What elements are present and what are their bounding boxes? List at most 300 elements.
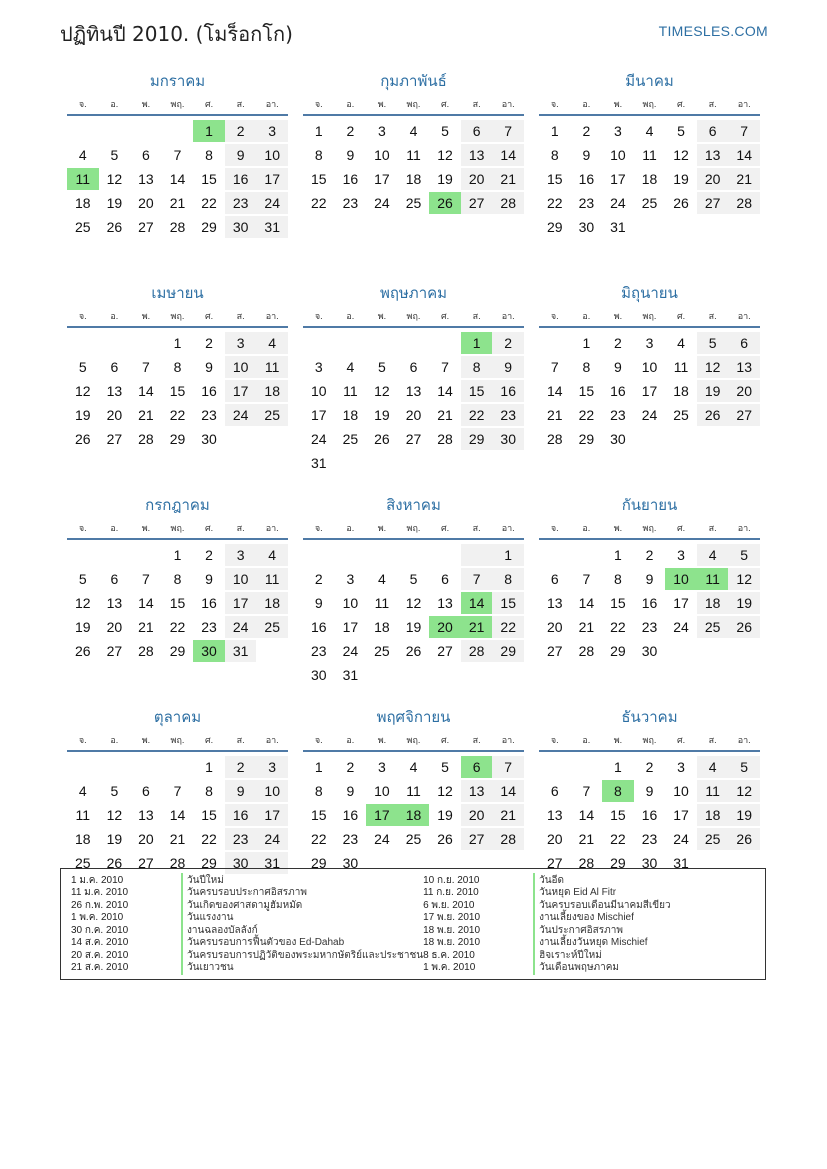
day-cell[interactable]: 21 bbox=[169, 831, 186, 847]
day-cell[interactable]: 29 bbox=[201, 219, 217, 235]
day-cell[interactable]: 9 bbox=[614, 359, 622, 375]
day-cell[interactable]: 8 bbox=[461, 356, 493, 378]
day-cell[interactable]: 29 bbox=[610, 643, 626, 659]
day-cell[interactable]: 18 bbox=[641, 171, 658, 187]
day-cell[interactable]: 22 bbox=[310, 831, 327, 847]
holiday-day-cell[interactable]: 10 bbox=[665, 568, 697, 590]
day-cell[interactable]: 11 bbox=[673, 359, 689, 375]
day-cell[interactable]: 19 bbox=[74, 619, 91, 635]
day-cell[interactable]: 10 bbox=[342, 595, 359, 611]
day-cell[interactable]: 26 bbox=[673, 195, 689, 211]
day-cell[interactable]: 25 bbox=[405, 195, 422, 211]
day-cell[interactable]: 27 bbox=[546, 855, 563, 871]
holiday-day-cell[interactable]: 11 bbox=[697, 568, 729, 590]
day-cell[interactable]: 20 bbox=[546, 619, 563, 635]
day-cell[interactable]: 16 bbox=[492, 380, 524, 402]
day-cell[interactable]: 13 bbox=[138, 807, 154, 823]
day-cell[interactable]: 6 bbox=[409, 359, 418, 375]
day-cell[interactable]: 11 bbox=[256, 356, 288, 378]
day-cell[interactable]: 12 bbox=[405, 595, 422, 611]
day-cell[interactable]: 14 bbox=[437, 383, 453, 399]
day-cell[interactable]: 31 bbox=[310, 455, 327, 471]
day-cell[interactable]: 14 bbox=[492, 780, 524, 802]
day-cell[interactable]: 16 bbox=[225, 804, 257, 826]
day-cell[interactable]: 31 bbox=[225, 640, 257, 662]
day-cell[interactable]: 30 bbox=[310, 667, 327, 683]
day-cell[interactable]: 5 bbox=[728, 756, 760, 778]
day-cell[interactable]: 18 bbox=[256, 592, 288, 614]
day-cell[interactable]: 25 bbox=[697, 828, 729, 850]
day-cell[interactable]: 2 bbox=[205, 547, 213, 563]
day-cell[interactable]: 20 bbox=[461, 168, 493, 190]
day-cell[interactable]: 22 bbox=[578, 407, 595, 423]
day-cell[interactable]: 31 bbox=[610, 219, 626, 235]
day-cell[interactable]: 31 bbox=[673, 855, 689, 871]
day-cell[interactable]: 9 bbox=[645, 571, 654, 587]
day-cell[interactable]: 8 bbox=[614, 571, 622, 587]
day-cell[interactable]: 22 bbox=[201, 195, 217, 211]
day-cell[interactable]: 16 bbox=[310, 619, 327, 635]
day-cell[interactable]: 23 bbox=[342, 831, 359, 847]
day-cell[interactable]: 8 bbox=[205, 147, 213, 163]
day-cell[interactable]: 27 bbox=[461, 192, 493, 214]
day-cell[interactable]: 8 bbox=[173, 359, 182, 375]
day-cell[interactable]: 4 bbox=[697, 544, 729, 566]
day-cell[interactable]: 1 bbox=[614, 759, 622, 775]
day-cell[interactable]: 2 bbox=[645, 759, 654, 775]
day-cell[interactable]: 11 bbox=[697, 780, 729, 802]
day-cell[interactable]: 28 bbox=[169, 219, 186, 235]
day-cell[interactable]: 3 bbox=[614, 123, 622, 139]
day-cell[interactable]: 10 bbox=[610, 147, 626, 163]
holiday-day-cell[interactable]: 18 bbox=[398, 804, 430, 826]
day-cell[interactable]: 11 bbox=[406, 783, 421, 799]
day-cell[interactable]: 16 bbox=[342, 171, 359, 187]
day-cell[interactable]: 22 bbox=[169, 619, 186, 635]
day-cell[interactable]: 10 bbox=[641, 359, 658, 375]
day-cell[interactable]: 21 bbox=[492, 168, 524, 190]
day-cell[interactable]: 5 bbox=[441, 759, 449, 775]
day-cell[interactable]: 7 bbox=[492, 756, 524, 778]
day-cell[interactable]: 25 bbox=[256, 404, 288, 426]
day-cell[interactable]: 17 bbox=[342, 619, 359, 635]
day-cell[interactable]: 5 bbox=[78, 359, 87, 375]
day-cell[interactable]: 23 bbox=[201, 407, 217, 423]
day-cell[interactable]: 6 bbox=[550, 571, 559, 587]
day-cell[interactable]: 16 bbox=[201, 383, 217, 399]
day-cell[interactable]: 31 bbox=[256, 852, 288, 874]
day-cell[interactable]: 23 bbox=[201, 619, 217, 635]
day-cell[interactable]: 30 bbox=[641, 855, 658, 871]
day-cell[interactable]: 16 bbox=[225, 168, 257, 190]
day-cell[interactable]: 15 bbox=[169, 595, 186, 611]
day-cell[interactable]: 24 bbox=[342, 643, 359, 659]
day-cell[interactable]: 27 bbox=[138, 855, 154, 871]
day-cell[interactable]: 20 bbox=[138, 831, 154, 847]
day-cell[interactable]: 25 bbox=[342, 431, 359, 447]
day-cell[interactable]: 4 bbox=[677, 335, 685, 351]
day-cell[interactable]: 27 bbox=[106, 643, 123, 659]
day-cell[interactable]: 20 bbox=[461, 804, 493, 826]
day-cell[interactable]: 24 bbox=[256, 828, 288, 850]
day-cell[interactable]: 3 bbox=[225, 544, 257, 566]
day-cell[interactable]: 21 bbox=[437, 407, 453, 423]
day-cell[interactable]: 12 bbox=[697, 356, 729, 378]
day-cell[interactable]: 18 bbox=[673, 383, 689, 399]
day-cell[interactable]: 22 bbox=[201, 831, 217, 847]
day-cell[interactable]: 21 bbox=[578, 619, 595, 635]
day-cell[interactable]: 14 bbox=[546, 383, 563, 399]
day-cell[interactable]: 23 bbox=[492, 404, 524, 426]
day-cell[interactable]: 4 bbox=[645, 123, 654, 139]
holiday-day-cell[interactable]: 1 bbox=[461, 332, 493, 354]
day-cell[interactable]: 29 bbox=[310, 855, 327, 871]
day-cell[interactable]: 19 bbox=[728, 804, 760, 826]
day-cell[interactable]: 12 bbox=[437, 783, 453, 799]
day-cell[interactable]: 17 bbox=[374, 171, 390, 187]
day-cell[interactable]: 9 bbox=[582, 147, 591, 163]
day-cell[interactable]: 15 bbox=[169, 383, 186, 399]
day-cell[interactable]: 2 bbox=[346, 123, 355, 139]
day-cell[interactable]: 10 bbox=[374, 783, 390, 799]
day-cell[interactable]: 24 bbox=[225, 616, 257, 638]
day-cell[interactable]: 9 bbox=[225, 144, 257, 166]
day-cell[interactable]: 1 bbox=[550, 123, 559, 139]
day-cell[interactable]: 3 bbox=[314, 359, 323, 375]
day-cell[interactable]: 30 bbox=[610, 431, 626, 447]
day-cell[interactable]: 7 bbox=[142, 571, 150, 587]
day-cell[interactable]: 2 bbox=[314, 571, 323, 587]
day-cell[interactable]: 24 bbox=[641, 407, 658, 423]
day-cell[interactable]: 1 bbox=[314, 759, 323, 775]
holiday-day-cell[interactable]: 8 bbox=[602, 780, 634, 802]
day-cell[interactable]: 8 bbox=[314, 147, 323, 163]
day-cell[interactable]: 28 bbox=[492, 828, 524, 850]
day-cell[interactable]: 28 bbox=[169, 855, 186, 871]
day-cell[interactable]: 11 bbox=[256, 568, 288, 590]
holiday-day-cell[interactable]: 30 bbox=[193, 640, 225, 662]
day-cell[interactable]: 18 bbox=[405, 171, 422, 187]
day-cell[interactable]: 11 bbox=[374, 595, 390, 611]
day-cell[interactable]: 2 bbox=[225, 756, 257, 778]
holiday-day-cell[interactable]: 6 bbox=[461, 756, 493, 778]
day-cell[interactable]: 18 bbox=[342, 407, 359, 423]
day-cell[interactable]: 29 bbox=[578, 431, 595, 447]
day-cell[interactable]: 16 bbox=[201, 595, 217, 611]
day-cell[interactable]: 22 bbox=[169, 407, 186, 423]
day-cell[interactable]: 28 bbox=[492, 192, 524, 214]
day-cell[interactable]: 10 bbox=[225, 356, 257, 378]
day-cell[interactable]: 7 bbox=[492, 120, 524, 142]
day-cell[interactable]: 5 bbox=[78, 571, 87, 587]
day-cell[interactable]: 12 bbox=[74, 383, 91, 399]
day-cell[interactable]: 27 bbox=[405, 431, 422, 447]
day-cell[interactable]: 6 bbox=[142, 783, 150, 799]
day-cell[interactable]: 16 bbox=[578, 171, 595, 187]
holiday-day-cell[interactable]: 14 bbox=[461, 592, 493, 614]
day-cell[interactable]: 9 bbox=[346, 147, 355, 163]
day-cell[interactable]: 30 bbox=[578, 219, 595, 235]
day-cell[interactable]: 12 bbox=[728, 780, 760, 802]
day-cell[interactable]: 25 bbox=[74, 219, 91, 235]
day-cell[interactable]: 29 bbox=[546, 219, 563, 235]
day-cell[interactable]: 26 bbox=[106, 855, 123, 871]
day-cell[interactable]: 2 bbox=[205, 335, 213, 351]
day-cell[interactable]: 22 bbox=[546, 195, 563, 211]
day-cell[interactable]: 27 bbox=[437, 643, 453, 659]
day-cell[interactable]: 24 bbox=[610, 195, 626, 211]
day-cell[interactable]: 17 bbox=[256, 168, 288, 190]
day-cell[interactable]: 30 bbox=[201, 431, 217, 447]
day-cell[interactable]: 17 bbox=[225, 380, 257, 402]
day-cell[interactable]: 30 bbox=[225, 216, 257, 238]
day-cell[interactable]: 9 bbox=[205, 359, 213, 375]
day-cell[interactable]: 5 bbox=[110, 783, 119, 799]
day-cell[interactable]: 25 bbox=[697, 616, 729, 638]
day-cell[interactable]: 13 bbox=[461, 144, 493, 166]
day-cell[interactable]: 10 bbox=[256, 780, 288, 802]
day-cell[interactable]: 7 bbox=[461, 568, 493, 590]
day-cell[interactable]: 4 bbox=[256, 332, 288, 354]
day-cell[interactable]: 29 bbox=[610, 855, 626, 871]
day-cell[interactable]: 2 bbox=[582, 123, 591, 139]
day-cell[interactable]: 16 bbox=[610, 383, 626, 399]
day-cell[interactable]: 29 bbox=[461, 428, 493, 450]
day-cell[interactable]: 14 bbox=[138, 383, 154, 399]
day-cell[interactable]: 4 bbox=[346, 359, 355, 375]
day-cell[interactable]: 8 bbox=[205, 783, 213, 799]
day-cell[interactable]: 12 bbox=[673, 147, 689, 163]
day-cell[interactable]: 17 bbox=[256, 804, 288, 826]
day-cell[interactable]: 13 bbox=[728, 356, 760, 378]
day-cell[interactable]: 3 bbox=[225, 332, 257, 354]
day-cell[interactable]: 26 bbox=[728, 616, 760, 638]
day-cell[interactable]: 12 bbox=[106, 807, 123, 823]
day-cell[interactable]: 7 bbox=[582, 783, 591, 799]
day-cell[interactable]: 5 bbox=[697, 332, 729, 354]
brand-link[interactable]: TIMESLES.COM bbox=[658, 23, 768, 39]
day-cell[interactable]: 5 bbox=[728, 544, 760, 566]
day-cell[interactable]: 19 bbox=[728, 592, 760, 614]
day-cell[interactable]: 18 bbox=[74, 831, 91, 847]
day-cell[interactable]: 11 bbox=[642, 147, 657, 163]
day-cell[interactable]: 18 bbox=[697, 592, 729, 614]
day-cell[interactable]: 21 bbox=[546, 407, 563, 423]
day-cell[interactable]: 19 bbox=[374, 407, 390, 423]
day-cell[interactable]: 19 bbox=[106, 195, 123, 211]
day-cell[interactable]: 17 bbox=[310, 407, 327, 423]
day-cell[interactable]: 23 bbox=[578, 195, 595, 211]
day-cell[interactable]: 5 bbox=[677, 123, 685, 139]
day-cell[interactable]: 12 bbox=[437, 147, 453, 163]
day-cell[interactable]: 20 bbox=[728, 380, 760, 402]
day-cell[interactable]: 19 bbox=[106, 831, 123, 847]
day-cell[interactable]: 11 bbox=[343, 383, 358, 399]
day-cell[interactable]: 15 bbox=[310, 171, 327, 187]
day-cell[interactable]: 9 bbox=[314, 595, 323, 611]
day-cell[interactable]: 26 bbox=[74, 431, 91, 447]
day-cell[interactable]: 3 bbox=[378, 759, 386, 775]
day-cell[interactable]: 25 bbox=[405, 831, 422, 847]
holiday-day-cell[interactable]: 21 bbox=[461, 616, 493, 638]
day-cell[interactable]: 30 bbox=[492, 428, 524, 450]
day-cell[interactable]: 15 bbox=[610, 595, 626, 611]
day-cell[interactable]: 23 bbox=[225, 828, 257, 850]
day-cell[interactable]: 19 bbox=[405, 619, 422, 635]
day-cell[interactable]: 15 bbox=[492, 592, 524, 614]
day-cell[interactable]: 25 bbox=[641, 195, 658, 211]
day-cell[interactable]: 15 bbox=[546, 171, 563, 187]
day-cell[interactable]: 19 bbox=[697, 380, 729, 402]
day-cell[interactable]: 23 bbox=[610, 407, 626, 423]
day-cell[interactable]: 23 bbox=[641, 831, 658, 847]
day-cell[interactable]: 22 bbox=[310, 195, 327, 211]
day-cell[interactable]: 2 bbox=[346, 759, 355, 775]
day-cell[interactable]: 27 bbox=[728, 404, 760, 426]
day-cell[interactable]: 6 bbox=[461, 120, 493, 142]
day-cell[interactable]: 19 bbox=[437, 171, 453, 187]
day-cell[interactable]: 15 bbox=[310, 807, 327, 823]
day-cell[interactable]: 9 bbox=[645, 783, 654, 799]
day-cell[interactable]: 23 bbox=[225, 192, 257, 214]
day-cell[interactable]: 21 bbox=[138, 407, 154, 423]
day-cell[interactable]: 28 bbox=[546, 431, 563, 447]
day-cell[interactable]: 13 bbox=[461, 780, 493, 802]
day-cell[interactable]: 5 bbox=[441, 123, 449, 139]
day-cell[interactable]: 6 bbox=[550, 783, 559, 799]
day-cell[interactable]: 7 bbox=[728, 120, 760, 142]
day-cell[interactable]: 14 bbox=[492, 144, 524, 166]
day-cell[interactable]: 14 bbox=[728, 144, 760, 166]
day-cell[interactable]: 27 bbox=[138, 219, 154, 235]
day-cell[interactable]: 20 bbox=[138, 195, 154, 211]
day-cell[interactable]: 19 bbox=[673, 171, 689, 187]
day-cell[interactable]: 4 bbox=[697, 756, 729, 778]
day-cell[interactable]: 21 bbox=[728, 168, 760, 190]
day-cell[interactable]: 20 bbox=[697, 168, 729, 190]
day-cell[interactable]: 31 bbox=[256, 216, 288, 238]
day-cell[interactable]: 25 bbox=[256, 616, 288, 638]
day-cell[interactable]: 11 bbox=[406, 147, 421, 163]
day-cell[interactable]: 1 bbox=[205, 759, 213, 775]
day-cell[interactable]: 24 bbox=[374, 831, 390, 847]
day-cell[interactable]: 10 bbox=[374, 147, 390, 163]
day-cell[interactable]: 14 bbox=[578, 595, 595, 611]
day-cell[interactable]: 20 bbox=[106, 619, 123, 635]
day-cell[interactable]: 1 bbox=[614, 547, 622, 563]
day-cell[interactable]: 28 bbox=[138, 431, 154, 447]
day-cell[interactable]: 14 bbox=[138, 595, 154, 611]
day-cell[interactable]: 6 bbox=[142, 147, 150, 163]
day-cell[interactable]: 13 bbox=[138, 171, 154, 187]
day-cell[interactable]: 9 bbox=[346, 783, 355, 799]
day-cell[interactable]: 6 bbox=[110, 571, 119, 587]
day-cell[interactable]: 3 bbox=[677, 759, 685, 775]
day-cell[interactable]: 28 bbox=[461, 640, 493, 662]
day-cell[interactable]: 3 bbox=[256, 756, 288, 778]
day-cell[interactable]: 13 bbox=[437, 595, 453, 611]
day-cell[interactable]: 8 bbox=[492, 568, 524, 590]
day-cell[interactable]: 26 bbox=[728, 828, 760, 850]
day-cell[interactable]: 17 bbox=[641, 383, 658, 399]
day-cell[interactable]: 28 bbox=[437, 431, 453, 447]
day-cell[interactable]: 14 bbox=[169, 807, 186, 823]
day-cell[interactable]: 2 bbox=[225, 120, 257, 142]
day-cell[interactable]: 11 bbox=[75, 807, 91, 823]
day-cell[interactable]: 13 bbox=[405, 383, 422, 399]
day-cell[interactable]: 18 bbox=[74, 195, 91, 211]
day-cell[interactable]: 13 bbox=[546, 595, 563, 611]
day-cell[interactable]: 28 bbox=[728, 192, 760, 214]
day-cell[interactable]: 22 bbox=[610, 831, 626, 847]
day-cell[interactable]: 13 bbox=[697, 144, 729, 166]
day-cell[interactable]: 8 bbox=[582, 359, 591, 375]
day-cell[interactable]: 30 bbox=[641, 643, 658, 659]
day-cell[interactable]: 28 bbox=[138, 643, 154, 659]
day-cell[interactable]: 2 bbox=[492, 332, 524, 354]
day-cell[interactable]: 3 bbox=[677, 547, 685, 563]
day-cell[interactable]: 26 bbox=[74, 643, 91, 659]
day-cell[interactable]: 24 bbox=[310, 431, 327, 447]
day-cell[interactable]: 13 bbox=[546, 807, 563, 823]
day-cell[interactable]: 6 bbox=[441, 571, 449, 587]
day-cell[interactable]: 10 bbox=[256, 144, 288, 166]
day-cell[interactable]: 4 bbox=[378, 571, 386, 587]
day-cell[interactable]: 18 bbox=[697, 804, 729, 826]
day-cell[interactable]: 2 bbox=[645, 547, 654, 563]
day-cell[interactable]: 30 bbox=[225, 852, 257, 874]
holiday-day-cell[interactable]: 11 bbox=[67, 168, 99, 190]
day-cell[interactable]: 16 bbox=[342, 807, 359, 823]
day-cell[interactable]: 6 bbox=[728, 332, 760, 354]
day-cell[interactable]: 21 bbox=[578, 831, 595, 847]
day-cell[interactable]: 21 bbox=[138, 619, 154, 635]
day-cell[interactable]: 29 bbox=[492, 640, 524, 662]
day-cell[interactable]: 2 bbox=[614, 335, 622, 351]
day-cell[interactable]: 26 bbox=[106, 219, 123, 235]
day-cell[interactable]: 5 bbox=[409, 571, 418, 587]
day-cell[interactable]: 31 bbox=[342, 667, 359, 683]
day-cell[interactable]: 25 bbox=[673, 407, 689, 423]
holiday-day-cell[interactable]: 1 bbox=[193, 120, 225, 142]
day-cell[interactable]: 14 bbox=[169, 171, 186, 187]
day-cell[interactable]: 17 bbox=[673, 807, 689, 823]
day-cell[interactable]: 10 bbox=[310, 383, 327, 399]
day-cell[interactable]: 17 bbox=[225, 592, 257, 614]
day-cell[interactable]: 15 bbox=[461, 380, 493, 402]
day-cell[interactable]: 15 bbox=[201, 171, 217, 187]
day-cell[interactable]: 15 bbox=[201, 807, 217, 823]
day-cell[interactable]: 16 bbox=[641, 807, 658, 823]
day-cell[interactable]: 21 bbox=[492, 804, 524, 826]
day-cell[interactable]: 7 bbox=[550, 359, 559, 375]
day-cell[interactable]: 4 bbox=[409, 759, 418, 775]
day-cell[interactable]: 9 bbox=[205, 571, 213, 587]
day-cell[interactable]: 18 bbox=[256, 380, 288, 402]
holiday-day-cell[interactable]: 26 bbox=[429, 192, 461, 214]
day-cell[interactable]: 8 bbox=[550, 147, 559, 163]
day-cell[interactable]: 7 bbox=[441, 359, 449, 375]
day-cell[interactable]: 24 bbox=[256, 192, 288, 214]
day-cell[interactable]: 20 bbox=[106, 407, 123, 423]
day-cell[interactable]: 12 bbox=[106, 171, 123, 187]
day-cell[interactable]: 10 bbox=[225, 568, 257, 590]
day-cell[interactable]: 5 bbox=[378, 359, 386, 375]
day-cell[interactable]: 26 bbox=[405, 643, 422, 659]
day-cell[interactable]: 19 bbox=[74, 407, 91, 423]
day-cell[interactable]: 19 bbox=[437, 807, 453, 823]
day-cell[interactable]: 9 bbox=[225, 780, 257, 802]
